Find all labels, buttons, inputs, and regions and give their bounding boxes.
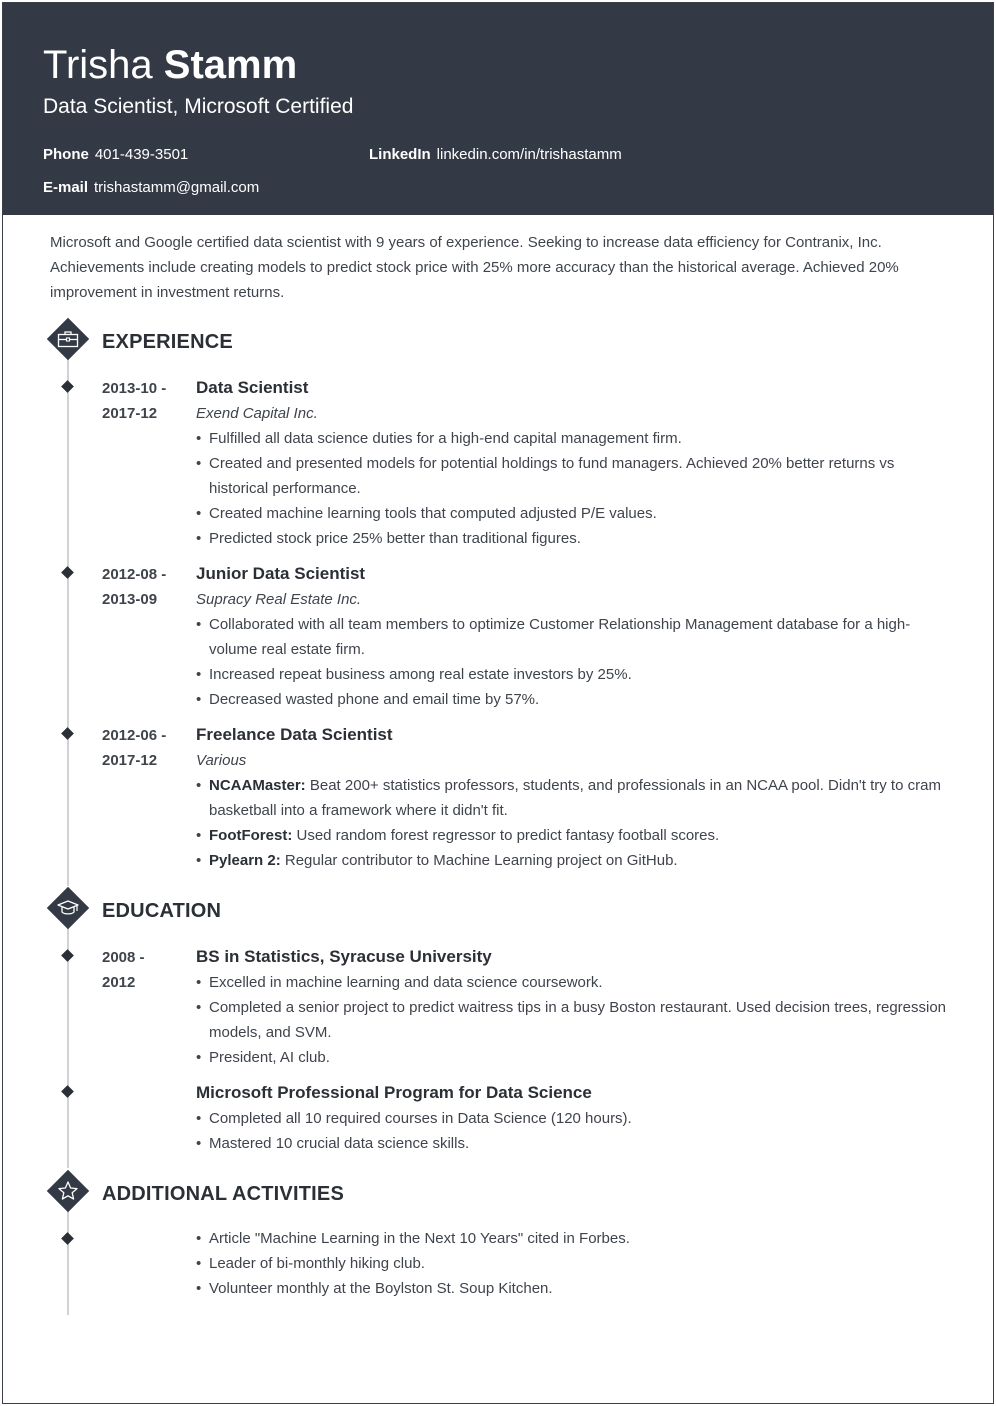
timeline-dot xyxy=(61,1232,74,1245)
experience-heading: EXPERIENCE xyxy=(102,331,233,353)
bullet-item: • Collaborated with all team members to optimize Customer Relationship Management database for a high-volume real estate firm. xyxy=(196,612,956,662)
company-name: Supracy Real Estate Inc. xyxy=(196,591,362,608)
company-name: Exend Capital Inc. xyxy=(196,405,318,422)
education-bullets xyxy=(196,970,956,1070)
bullet-item: • Volunteer monthly at the Boylston St. Soup Kitchen. xyxy=(196,1276,956,1301)
summary-paragraph: Microsoft and Google certified data scientist with 9 years of experience. Seeking to increase data efficiency for Contranix, Inc. Achievements include creating models to predict stock price with 25% more accuracy than the historical average. Achieved 20% improvement in investment returns. xyxy=(50,234,899,301)
full-name xyxy=(43,41,297,89)
degree-title: BS in Statistics, Syracuse University xyxy=(196,947,492,966)
job-title: Data Scientist, Microsoft Certified xyxy=(43,95,354,118)
job-title: Junior Data Scientist xyxy=(196,564,366,583)
timeline-dot xyxy=(61,1085,74,1098)
job-entry xyxy=(196,721,956,873)
bullet-item: • Increased repeat business among real estate investors by 25%. xyxy=(196,662,956,687)
education-bullets xyxy=(196,1106,956,1156)
bullet-item: • Created and presented models for potential holdings to fund managers. Achieved 20% better returns vs historical performance. xyxy=(196,451,956,501)
resume-header xyxy=(3,3,993,215)
email-link[interactable]: trishastamm@gmail.com xyxy=(94,179,260,196)
linkedin-label: LinkedIn xyxy=(369,146,431,163)
job-title: Data Scientist xyxy=(196,378,309,397)
first-name: Trisha xyxy=(43,43,153,87)
bullet-item: • Mastered 10 crucial data science skills. xyxy=(196,1131,956,1156)
experience-timeline xyxy=(67,358,69,886)
phone-value: 401-439-3501 xyxy=(94,146,189,163)
timeline-dot xyxy=(61,380,74,393)
activities-timeline xyxy=(67,1211,69,1315)
email-label: E-mail xyxy=(43,179,89,196)
job-dates: 2012-08 - 2013-09 xyxy=(102,566,167,608)
program-title: Microsoft Professional Program for Data Science xyxy=(196,1083,592,1102)
star-icon xyxy=(46,1169,90,1213)
bullet-item: • Pylearn 2: Regular contributor to Machine Learning project on GitHub. xyxy=(196,848,956,873)
job-bullets xyxy=(196,612,956,712)
job-bullets xyxy=(196,426,956,551)
resume-page xyxy=(2,2,994,1404)
job-bullets xyxy=(196,773,956,873)
education-entry xyxy=(196,943,956,1070)
job-entry xyxy=(196,560,956,712)
education-timeline xyxy=(67,928,69,1168)
bullet-item: • Fulfilled all data science duties for a high-end capital management firm. xyxy=(196,426,956,451)
activities-heading: ADDITIONAL ACTIVITIES xyxy=(102,1183,344,1205)
bullet-item: • NCAAMaster: Beat 200+ statistics professors, students, and professionals in an NCAA pool. Didn't try to cram basketball into a framework where it didn't fit. xyxy=(196,773,956,823)
timeline-dot xyxy=(61,949,74,962)
activities-bullets xyxy=(196,1226,956,1301)
activities-entry xyxy=(196,1226,956,1301)
bullet-item: • Decreased wasted phone and email time by 57%. xyxy=(196,687,956,712)
bullet-item: • Leader of bi-monthly hiking club. xyxy=(196,1251,956,1276)
education-dates: 2008 - 2012 xyxy=(102,949,145,991)
bullet-item: • Predicted stock price 25% better than traditional figures. xyxy=(196,526,956,551)
timeline-dot xyxy=(61,727,74,740)
phone-contact xyxy=(43,146,188,164)
job-dates: 2013-10 - 2017-12 xyxy=(102,380,167,422)
email-contact xyxy=(43,179,259,197)
timeline-dot xyxy=(61,566,74,579)
job-title: Freelance Data Scientist xyxy=(196,725,393,744)
last-name: Stamm xyxy=(163,43,298,87)
bullet-item: • President, AI club. xyxy=(196,1045,956,1070)
linkedin-link[interactable]: linkedin.com/in/trishastamm xyxy=(436,146,622,163)
briefcase-icon xyxy=(46,317,90,361)
bullet-item: • Completed all 10 required courses in Data Science (120 hours). xyxy=(196,1106,956,1131)
company-name: Various xyxy=(196,752,247,769)
phone-label: Phone xyxy=(43,146,89,163)
bullet-item: • FootForest: Used random forest regressor to predict fantasy football scores. xyxy=(196,823,956,848)
education-heading: EDUCATION xyxy=(102,900,222,922)
graduation-cap-icon xyxy=(46,886,90,930)
job-entry xyxy=(196,374,956,551)
bullet-item: • Article "Machine Learning in the Next 10 Years" cited in Forbes. xyxy=(196,1226,956,1251)
bullet-item: • Excelled in machine learning and data science coursework. xyxy=(196,970,956,995)
linkedin-contact xyxy=(369,146,622,164)
bullet-item: • Completed a senior project to predict waitress tips in a busy Boston restaurant. Used decision trees, regression models, and SVM. xyxy=(196,995,956,1045)
bullet-item: • Created machine learning tools that computed adjusted P/E values. xyxy=(196,501,956,526)
education-entry xyxy=(196,1079,956,1156)
job-dates: 2012-06 - 2017-12 xyxy=(102,727,167,769)
